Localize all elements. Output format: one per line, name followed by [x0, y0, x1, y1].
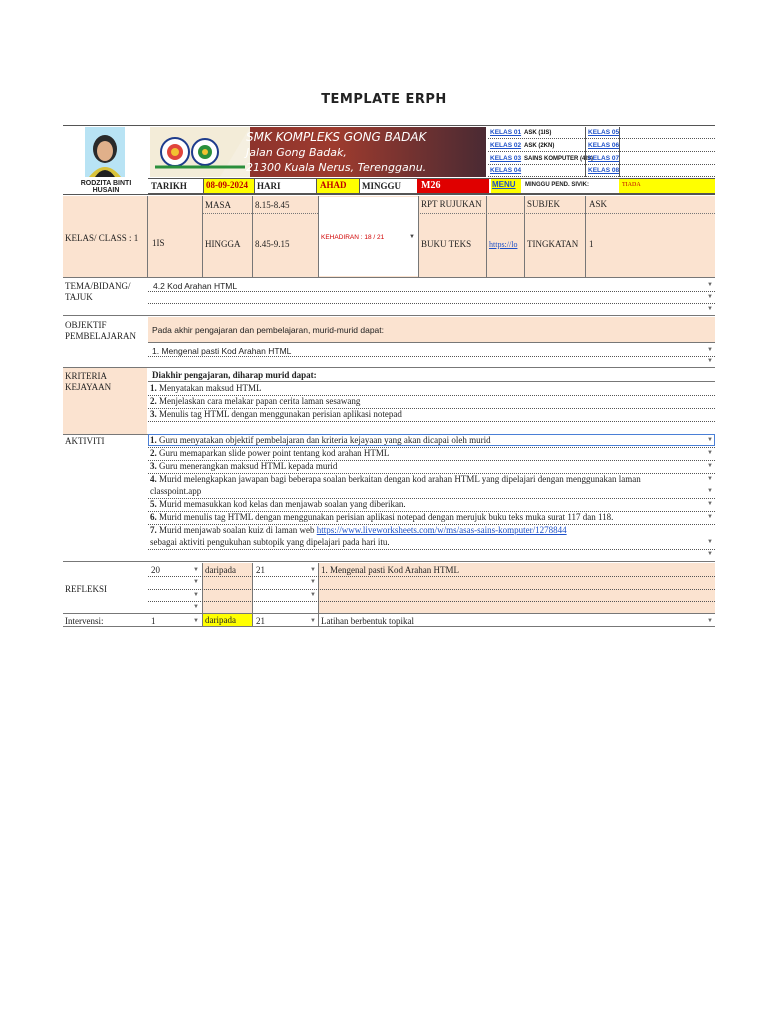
aktiviti-item-3[interactable]: 3. Guru menerangkan maksud HTML kepada murid: [150, 461, 338, 471]
refleksi-label: REFLEKSI: [65, 584, 108, 594]
kriteria-item-2: 2. Menjelaskan cara melakar papan cerita laman sesawang: [150, 396, 361, 406]
masa-value[interactable]: 8.15-8.45: [255, 200, 290, 210]
intervensi-label: Intervensi:: [65, 616, 104, 626]
chevron-down-icon[interactable]: ▼: [707, 476, 713, 482]
intervensi-count[interactable]: 1: [151, 616, 156, 626]
kelas-07-link[interactable]: KELAS 07: [588, 155, 620, 162]
chevron-down-icon[interactable]: ▼: [707, 514, 713, 520]
subjek-value: ASK: [589, 199, 608, 209]
kelas-01-info: ASK (1IS): [524, 130, 552, 136]
page-title: TEMPLATE ERPH: [321, 92, 447, 107]
chevron-down-icon[interactable]: ▼: [193, 618, 199, 624]
tarikh-label: TARIKH: [151, 181, 187, 191]
aktiviti-item-6[interactable]: 6. Murid menulis tag HTML dengan menggunakan perisian aplikasi notepad dengan merujuk buku teks muka surat 117 dan 118.: [150, 512, 614, 522]
minggu-value[interactable]: M26: [417, 179, 489, 193]
refleksi-outcome[interactable]: 1. Mengenal pasti Kod Arahan HTML: [321, 565, 459, 575]
chevron-down-icon[interactable]: ▼: [707, 450, 713, 456]
chevron-down-icon[interactable]: ▼: [193, 592, 199, 598]
kelas-08-link[interactable]: KELAS 08: [588, 167, 620, 174]
objektif-label: OBJEKTIF PEMBELAJARAN: [65, 320, 137, 341]
intervensi-daripada: daripada: [203, 614, 252, 626]
hari-value[interactable]: AHAD: [316, 179, 360, 193]
school-name: SMK KOMPLEKS GONG BADAK: [246, 130, 427, 144]
kelas-03-info: SAINS KOMPUTER (4IS): [524, 156, 594, 162]
refleksi-count[interactable]: 20: [151, 565, 160, 575]
chevron-down-icon[interactable]: ▼: [707, 463, 713, 469]
kriteria-intro: Diakhir pengajaran, diharap murid dapat:: [152, 370, 317, 380]
kelas-04-link[interactable]: KELAS 04: [490, 167, 522, 174]
rpt-link[interactable]: https://lo: [489, 240, 518, 249]
teacher-name: RODZITA BINTI HUSAIN: [80, 180, 132, 194]
kehadiran-text: KEHADIRAN : 18 / 21: [321, 234, 385, 241]
aktiviti-item-1[interactable]: 1. Guru menyatakan objektif pembelajaran dan kriteria kejayaan yang akan dicapai oleh murid: [150, 435, 491, 445]
school-address-2: 21300 Kuala Nerus, Terengganu.: [246, 161, 427, 174]
subjek-label: SUBJEK: [527, 199, 561, 209]
chevron-down-icon[interactable]: ▼: [409, 234, 415, 240]
chevron-down-icon[interactable]: ▼: [193, 579, 199, 585]
chevron-down-icon[interactable]: ▼: [193, 604, 199, 610]
rpt-rujukan-label: RPT RUJUKAN: [421, 199, 482, 209]
hingga-value[interactable]: 8.45-9.15: [255, 239, 290, 249]
minggu-pend-label: MINGGU PEND. SIVIK:: [525, 182, 590, 188]
intervensi-action[interactable]: Latihan berbentuk topikal: [321, 616, 414, 626]
kelas-label: KELAS/ CLASS : 1: [65, 233, 139, 243]
aktiviti-item-2[interactable]: 2. Guru memaparkan slide power point tentang kod arahan HTML: [150, 448, 390, 458]
chevron-down-icon[interactable]: ▼: [193, 567, 199, 573]
kelas-class: 1IS: [152, 238, 165, 248]
intervensi-total[interactable]: 21: [256, 616, 265, 626]
kriteria-item-1: 1. Menyatakan maksud HTML: [150, 383, 262, 393]
aktiviti-item-5[interactable]: 5. Murid memasukkan kod kelas dan menjawab soalan yang diberikan.: [150, 499, 406, 509]
kelas-06-link[interactable]: KELAS 06: [588, 142, 620, 149]
kelas-02-link[interactable]: KELAS 02: [490, 142, 522, 149]
minggu-pend-value[interactable]: TIADA: [619, 179, 715, 193]
tingkatan-value: 1: [589, 239, 594, 249]
school-banner: [150, 127, 486, 177]
minggu-label: MINGGU: [362, 181, 401, 191]
chevron-down-icon[interactable]: ▼: [707, 437, 713, 443]
tema-label: [65, 281, 145, 303]
chevron-down-icon[interactable]: ▼: [707, 358, 713, 364]
chevron-down-icon[interactable]: ▼: [707, 347, 713, 353]
chevron-down-icon[interactable]: ▼: [707, 282, 713, 288]
tarikh-value[interactable]: 08-09-2024: [203, 179, 255, 193]
chevron-down-icon[interactable]: ▼: [707, 501, 713, 507]
menu-link[interactable]: MENU: [491, 179, 521, 193]
buku-teks: BUKU TEKS: [421, 239, 472, 249]
objektif-item[interactable]: 1. Mengenal pasti Kod Arahan HTML: [152, 346, 292, 356]
kriteria-label: KRITERIA KEJAYAAN: [65, 371, 112, 392]
aktiviti-item-7-cont[interactable]: sebagai aktiviti pengukuhan subtopik yang dipelajari pada hari itu.: [150, 537, 390, 547]
tema-label-text: TEMA/BIDANG/ TAJUK: [65, 281, 131, 302]
hari-label: HARI: [257, 181, 281, 191]
kriteria-item-3: 3. Menulis tag HTML dengan menggunakan perisian aplikasi notepad: [150, 409, 402, 419]
objektif-intro: Pada akhir pengajaran dan pembelajaran, murid-murid dapat:: [152, 325, 385, 335]
aktiviti-item-7[interactable]: 7. Murid menjawab soalan kuiz di laman web https://www.liveworksheets.com/w/ms/asas-sains-komputer/1278844: [150, 525, 567, 535]
tingkatan-label: TINGKATAN: [527, 239, 579, 249]
hingga-label: HINGGA: [205, 239, 241, 249]
kehadiran-dropdown[interactable]: [319, 197, 418, 276]
school-logo-icon: [150, 127, 250, 177]
chevron-down-icon[interactable]: ▼: [707, 618, 713, 624]
chevron-down-icon[interactable]: ▼: [707, 488, 713, 494]
kelas-01-link[interactable]: KELAS 01: [490, 129, 522, 136]
chevron-down-icon[interactable]: ▼: [707, 551, 713, 557]
info-row: [148, 178, 715, 194]
aktiviti-item-4-cont[interactable]: classpoint.app: [150, 486, 202, 496]
aktiviti-item-4[interactable]: 4. Murid melengkapkan jawapan bagi beberapa soalan berkaitan dengan kod arahan HTML yang dipelajari dengan menggunakan laman: [150, 474, 641, 484]
aktiviti-label: AKTIVITI: [65, 436, 105, 446]
chevron-down-icon[interactable]: ▼: [310, 579, 316, 585]
chevron-down-icon[interactable]: ▼: [310, 592, 316, 598]
kelas-05-link[interactable]: KELAS 05: [588, 129, 620, 136]
chevron-down-icon[interactable]: ▼: [310, 567, 316, 573]
chevron-down-icon[interactable]: ▼: [707, 294, 713, 300]
chevron-down-icon[interactable]: ▼: [707, 306, 713, 312]
tema-value[interactable]: 4.2 Kod Arahan HTML: [153, 281, 238, 291]
masa-label: MASA: [205, 200, 232, 210]
school-address-1: Jalan Gong Badak,: [246, 146, 347, 159]
chevron-down-icon[interactable]: ▼: [707, 539, 713, 545]
kelas-02-info: ASK (2KN): [524, 143, 555, 149]
teacher-photo: [85, 127, 125, 177]
kelas-03-link[interactable]: KELAS 03: [490, 155, 522, 162]
liveworksheets-link[interactable]: https://www.liveworksheets.com/w/ms/asas-sains-komputer/1278844: [316, 525, 567, 535]
refleksi-daripada: daripada: [205, 565, 236, 575]
chevron-down-icon[interactable]: ▼: [310, 618, 316, 624]
kelas-grid: [488, 127, 715, 177]
refleksi-total[interactable]: 21: [256, 565, 265, 575]
